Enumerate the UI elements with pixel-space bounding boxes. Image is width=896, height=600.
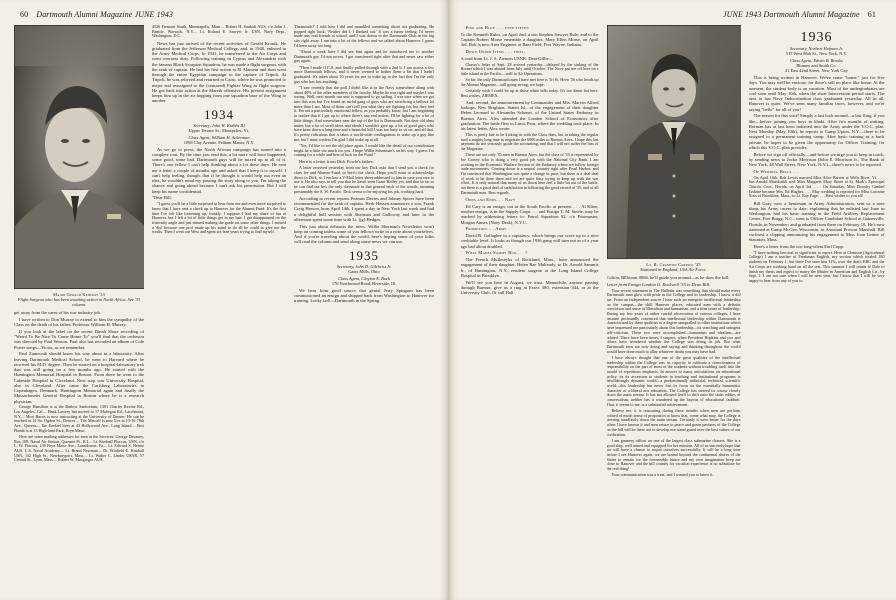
class-year-1935: 1935 [349, 247, 379, 263]
section-heading: Down Under Items . . . first, [465, 49, 526, 54]
paragraph-small: "About a week later I did see him again and he introduced me to another Dartmouth guy I'd run across. I got transferred right after that and never saw either guy again. [294, 49, 434, 64]
paragraph-small: Here are some mailing addresses for men in the Services: George Devaney, Box 108, Naval Air Station, Quonset Pt., R.I.... Lt. Kimball Flaccus, USN, c/o L. W. Flaccus, 139 Bryn Mawr Ave., Lansdowne, Pa.... Lt. Edward S. Heintz AUS, U.S. Naval Academy.... Lt. Brand Newman.... Dr. Winfield E. Kimball USN, 132 High St., Newburyport, Mass.... Lt. Walter C. Linder USNR, 57 Central St., Lynn, Mass.... Robert W. Macgregor AUS, [14, 433, 144, 463]
caption-name: Lt. R. Cramton Carrick '35 [646, 262, 701, 267]
paragraph-small: On April 16th, Bob Lewis married Miss Alice Barrett at Wells River, Vt. . . . Jim Arnold Muedoaldi wed Miss Margaret Mary Stone at St. Mark's Episcopal Church, Coos, Florida, on April 3rd. . . . On Saturday, Miss Dorothy Gimbel Erskine became Mrs. Ed Hughes. . . . May wedding is reported for Miss Lorraine Noss of Brookline, Mass., to Lt. Ray Page. . . . Best wishes to you all! [748, 174, 885, 199]
caption-text: Flight Surgeon who has been awaiting action in North Africa. See '33 column. [17, 297, 141, 307]
paragraph-small: Believe me, it is reassuring during these months when men are perform colited of much sense of proportion to know that, come what may, the College is steering steadfastly down the main stream. Certainly it were better for the days when I have known it and men return to peace and green pastures of the College on the hill will be there not to develop nor stand guard over the best values of our civilization. [606, 408, 741, 437]
paragraph-small: Chassy's letter of Sept. 28 arrived yesterday—delayed by the sinking of the Hornet which I was aboard from July until October. The Navy put me off here on a little island in the Pacific—well in Air Operations. [460, 61, 599, 76]
paragraph: As we go to press, the North African campaign has turned into a complete rout. By the time you read this, a lot more will have happened, some good, some bad. Dartmouth guys will be mixed up in all of it. There's one fellow I can't help thinking about a lot these days. He sent me a letter a couple of months ago and asked that I keep it to myself. I can't help feeling, though, that if he thought it would help out even an idea, he wouldn't mind my passing the story along to you. I'm taking the chance and going ahead because I can't ask his permission. But I will keep his name confidential. [152, 146, 286, 194]
paragraph: Paul Zamecnik should know his way about in a laboratory. After leaving Dartmouth Medical School, he went to Harvard where he received his M.D. degree. Then he started on a hospital-laboratory trek that was still going on a few months ago. He started with the Huntington Memorial Hospital in Boston. From there he went to the Lakeside Hospital in Cleveland. Next stop was University Hospital, also in Cleveland. After came the Carlsberg Laboratories in Copenhagen, Denmark, Huntington Memorial again and finally the Massachusetts General Hospital in Boston where he is a research physician. [14, 351, 144, 404]
paragraph-small: Your recent statement in The Bulletin was something that should make every Dartmouth man glow with pride in the College and its leadership. I know it did me. From an independent source I hear such an energetic intellectual leadership on the campus—the skill Hanover places, educated men with a definite conviction and sense of liberalism and humanism, and a firm sense of leadership. During my few years of rather careful observation of various colleges, I have become profoundly convinced that intellectual leadership within Dartmouth is characterized by these qualities to a degree unequalled in other institutions which have impressed me particularly about this leadership—its searching and stringent self-criticism. These two were accomplished—humanism and idealism—are related. There have been times, I suspect, when President Hopkins and you and others have wondered whether the College was doing its job. But what Dartmouth men are now doing and saying and thinking throughout the world would have done much to allay whatever doubt you may have had. [606, 287, 741, 354]
paragraph: According to recent reports Peanuts Davies and Johnny Spicer have been recommended for the rank of captain. Herb Hessen announces a son, Frank Craig Hesson, born April 14th. I spent a day in New York last week and had a delightful bull session with Sherman and Galloway and later in the afternoon spent some time with Lt. (jg) Hedges. [294, 195, 434, 222]
class-secretary-address: Upper Terrace St., Montpelier, Vt. [188, 127, 250, 133]
paragraph: We hear from good source that genial Jerry Spingarn has been commissioned an ensign and shipped back from Washington to Hanover for training. Lucky lad!—Dartmouth in the Spring. [294, 287, 434, 304]
portrait-image [608, 26, 741, 258]
paragraph: David R. Gallagher to a captaincy, which brings our score up to a nice creditable level. It looks as though our 1936 gang will turn out as of a year ago had about doubled. [460, 233, 599, 249]
class-agent-address: 41 East 42nd Street, New York City [785, 68, 848, 73]
paragraph-small: George Hamilton is at the Barlow Sanitorium, 1301 Charles Ravine Rd., Los Angeles, Cal.... Hank Lawrey has moved to 17 Mohegan Rd., Larchmont, N.Y.... Mort Harris is now instructing at the University of Denver. He can be reached at 14 So. Ogden St., Denver.... Tris Metcalf is now live at 13-16 78th Ave., Queens.... Ike Ezekiel lives at 43 Hollywood Ave., Long Island.... Bert Plumb is at 13 High-land Park, Bryn Mawr. [14, 404, 144, 433]
paragraph-small: This is pretty late to be kicking in with the Class dues, but in taking the regular mail a mighty long time to negotiate the 6000 miles to Buenos Aires. I hope this last payment do not seriously guide the accounting, and that I will not suffer the loss of the Magazine. [460, 131, 599, 152]
paragraph-small: So far, the only Dartmouth men I have met here is Tri St. Heen '36 who heads up the Alumni Magazine—still going strong, we hope. [460, 77, 599, 87]
class-secretary: Secretary, John W. Knibbs III [193, 122, 245, 128]
right-running-head [723, 10, 882, 19]
class-year-1934: 1934 [204, 106, 234, 122]
left-column-2 [152, 25, 286, 592]
paragraph: get away from the cares of his war industry job. [14, 310, 101, 315]
paragraph-small: 'Dartmouth?' I told him I did and mumbled something about not graduating. He popped right back, 'Neither did I. I flunked out.' It was a funny feeling. I'd never made any real friends at school, and I was drawn to the Dartmouth Club in the big city right away. I ran into a lot of the fellows and we talked about Hanover. I guess I'd been away too long. [294, 25, 434, 48]
left-running-title: Dartmouth Alumni Magazine [36, 10, 133, 19]
paragraph: Bill Gray, now a lieutenant in Army Administration, sent us a note about his Army career to date, explaining that he enlisted last June in Washington, had his basic training in the Field Artillery Replacement Center, Fort Bragg, N.C., went to Officer Candidate School at Gainesville, Florida, in November; and graduated from there on February 10. He's now stationed at Camp McGee, Wisconsin, as Assistant Provost Marshall. Bill enclosed a clipping announcing his engagement to Miss Joan Lerner of Staunton, Mass. [748, 200, 885, 243]
section-heading: Of Wedding Bells. . . [753, 168, 799, 174]
photo-caption-kenison [14, 292, 144, 307]
paragraph: "Dear Bill, [152, 195, 172, 201]
paragraph-small: "I have nothing heroical or significant to report. Here at Clemson (Agricultural College) I am a teacher of Freshman English, my section which totaled 180 students on February 1, but there I've seen hiss 11%, over the draft, ERC and the Air Corps are working hand on all the rest. This summer I will return to Dale to finish my thesis and expect to marry the Master in American and English Lit., by Sept. 1. I am not sure when I will be next year, but I know that I will be very happy to hear from any of you to [748, 249, 885, 283]
paragraph-small: I have always thought that one of the great qualities of the intellectual leadership within the College was its capacity to cultivate a consciousness of responsibility on the part of most of the students without troubling itself into the mould of repetitious emphasis. In answer to many articulations on educational policy, its its accession to students in teaching and institutional programs is bewilderingly dynamic world—a predominantly industrial, technical, scientific world—this leadership has never lost its focus on the essentially humanistic character of a liberal arts education. The College has steered its course closely down the main stream. It has not allowed itself to drift onto the static eddies of conservatism, neither has it wandered up the bayous of educational faddism. That, it seems to me, is a substantial achievement. [606, 354, 741, 407]
class-agent: Class Agent, Clayton E. Buck [338, 275, 390, 281]
paragraph: If you look at the label on the recent Dinah Shore recording of "Weird To Be Nice To Come Home To" you'll find that the orchestra was directed by Paul Weston. Paul also has recorded an album of Cole Porter songs—Victor, as we remember. [14, 328, 144, 350]
right-page [449, 0, 896, 600]
class-secretary-address: 515 West 86th St., New York, N.Y. [785, 51, 848, 56]
left-issue: JUNE 1943 [134, 10, 174, 19]
caption-name: Major Gerald Kenison '33 [52, 292, 106, 297]
paragraph: Colton, BElmont 0066, he'll guide you around—as he does the Iull. [606, 275, 730, 280]
paragraph: The reason for this visit? Simply a last look-around—a last fling, if you like—before joining you boys in khaki. After two months of waiting, Hofman has at last been inducted into the Army under the V.O.C. plan. Next Monday (May 10th), he reports to Camp Upton, N.Y.—there to be assigned to a permanent training camp. After basic training as a buck private, he hopes to be given the opportunity for Officer Training, for which this V.O.C. plan provides. [748, 113, 885, 150]
paragraph: A card from Lt. J. S. Ziemen USNR: Dear Gillie— [460, 55, 554, 61]
left-column-1 [14, 25, 144, 592]
right-page-number: 61 [867, 10, 876, 19]
paragraph: This is being written in Hanover. We've come "home," just for five days. You may well be envious: for there's still no place like home. At the moment, the student body is on vacation. Most of the undergraduates are cool-soon until May 10th, when the short Intercession period starts. The next to last Navy Indoctrination class graduated yesterday. All in all, Hanover is quiet. We've seen many familiar faces, however, and we're saying "hello" for all of you! [748, 75, 885, 112]
paragraph-small: "Yes, I'd like to see the old place again. I would like the detail of our contribution might be a little too much for you. I hope Willie Schenman's on his way. I guess I'm coming for a while and best of luck on the Fund." [294, 142, 434, 158]
paragraph-small: I am gunnery officer on one of the largest class submarine chasers. She is a good ship, well armed and equipped for her mission. All of us sincerely hope that we will have a chance to acquit ourselves successfully. It will be a long time before I see Hanover again; we are bound beyond the continental shores of the States to remain for the foreseeable future and my own imagination keep me close to Hanover and the hill country for vacation experience is no substitute for the real thing! [606, 437, 741, 472]
left-column-3 [294, 25, 434, 592]
paragraph: Here is a letter from Dick Fowle's father: [299, 159, 374, 165]
paragraph: Before we sign off officially—and before we urge you to keep in touch, by sending news to Jocko Morrison (John E. Morrison Jr., The Bank of New York, 48 Wall Street, New York, N.Y.)—there's news to be reported. [748, 151, 885, 167]
right-column-1 [461, 25, 599, 592]
right-column-2 [607, 25, 741, 592]
paragraph: This just about exhausts the news. Willie Sherman's Newsletter won't keep on coming unless some of you fellows write in a note about yourselves. And if you're traveling about the world, here's hoping some of your folks will read the column and send along some news we can use. [294, 223, 434, 245]
paragraph: The French Mulleseyks of Rockland, Mass., have announced the engagement of their daughter, Helen Rae Mulready, to Dr. Arnold Sammis Jr., of Huntington, N.Y., resident surgeon at the Long Island College Hospital in Brooklyn. [460, 257, 599, 278]
class-agent: Class Agent, William H. Ackerman [188, 134, 250, 140]
portrait-image [15, 26, 144, 288]
section-heading: Odds and Ends. . . Navy [465, 197, 516, 203]
paragraph-small: "I saw recently that the poll I didn't like is in the Navy somewhere along with about 40% of the other members of the faculty. Maybe he was right and maybe I was wrong. Well, next month our unit is supposed to go sailing. I was sure when we got into this war, but I've found an awful gang of guys who are sacrificing a helluva lot more than I am. Most of them can't tell you what they are fighting for, but they feel it. I'm not a particularly emotional fellow, as you probably know, but I am beginning to realize that if I get up to where there's any real action, I'll be fighting for a lot of little things. And somewhere near the top of the list is Dartmouth. Not dear old alma mater, but a lot of swell ideas and ideals I wouldn't give up, a lot of good guys who have been down a long time and a beautiful hill I was too busy to sit on, and all that. It's pretty ridiculous that it takes a world-wide conflagration to wake up a guy like me, but I must confess I'm glad I did wake up at all. [294, 84, 434, 142]
paragraph: To the Kenneth Rules, on April 2nd, a son Stephen Sawyer Rule; and to the Captain Robert Morse ensemble a daughter, Mary Ellen Morse, on April 3rd. Bob is now Area Engineer at Baer Field, Fort Wayne, Indiana. [460, 31, 599, 48]
paragraph-small: 4526 Fremont South, Minneapolis, Minn.... Robert H. Soukoli AUS, c/o John J. Beattie, Warwick, N.Y.... Lt. Roland E. Sawyer Jr. USN, Navy Dept., Washington, D.C. [152, 25, 286, 39]
class-secretary: Secretary, John D. Gilchrist Jr. [336, 263, 392, 269]
class-agent-address: 1098 Clay Avenue, Pelham Manor, N.Y. [183, 139, 255, 145]
section-heading: Promotion. . . Army [465, 226, 507, 232]
section-heading: Pink and Blue . . . even steven [465, 25, 529, 30]
paragraph-small: "I guess you'll be a little surprised to hear from me and even more surprised to know that I have sent a check up to Hanover for the Alumni Fund. It's the first time I've felt like loosening up, frankly. I suppose I had my share of fun at Hanover, but I felt a lot of little things get in my hair. I got disappointed on the fraternity angle and just missed making the grade on some other things. I missed a 'dip' because one prof made up his mind to do all he could to give me the works. Then I went out West and spent six lean years trying to find myself. [152, 201, 286, 235]
photo-caption-carrick [607, 262, 741, 272]
class-secretary-address: Gates Mills, Ohio [348, 268, 380, 274]
letter-heading: Letter from Ensign London G. Rockwell '35 to Dean Bill: [606, 281, 711, 287]
portrait-photo-kenison [14, 25, 144, 289]
class-agent: Class Agent, Edwin B. Brooks [790, 58, 843, 63]
caption-text: Stationed in England, USA Air Force. [640, 267, 707, 272]
class-agent-address: 176 Northwood Road, Riverside, Ill. [331, 280, 397, 286]
right-issue: JUNE 1943 [722, 10, 762, 19]
portrait-photo-carrick [607, 25, 741, 259]
left-page-number: 60 [20, 10, 29, 19]
left-running-head [14, 10, 173, 19]
class-secretary: Secretary, Norbert Hofman Jr. [789, 46, 844, 51]
right-column-3 [749, 25, 885, 592]
paragraph: And, second, the announcement by Commander and Mrs. Marvin Alfred Jurkops, New Brighton, Staten Isl., of the engagement of their daughter Helen Leonard to Alexander Schenet, of the United States Embassy in Buenos Aires. Alex attended the London School of Economics after graduation. The bride flew to Lima, Peru, where the wedding took place. In his latest letter, Alex wrote: [460, 99, 599, 132]
paragraph-small: There are not only '35 men in Buenos Aires, but the class of '33 is represented by Joe Garvey who is doing a very good job with the National City Bank. I am working in the Economic Warfare Section of the Embassy where we follow foreign trade movements. Coming down is a neutral country right after Pearl Harbor, and I'm convinced that Washington was quite a change in pace, but there is a deal deal of work to be done there and we are quite busy trying to keep up with the war effort. It is only natural that many of us down here feel a little bit out of the battle, but there is a good deal of satisfaction in following the good record of '35, and of all Dartmouth men. Best regards. [460, 152, 599, 195]
paragraph: I have written to Don Murray to extend to him the sympathy of the Class on the death of his father, Professor William H. Murray. [14, 316, 144, 327]
paragraph: Ed Cary is an ensign, out in the South Pacific at present. . . . Al Kline, another ensign, is in the Supply Corps . . . and Ensign T. M. Steele, may be reached by addressing letters to: Patrol Squadron 82, c/o Postmaster, Morgan Annex (Navy Desk), N.Y.C. [460, 203, 599, 225]
section-heading: What Makes Sammy Run. . . ? [465, 250, 528, 256]
paragraph: We'll see you here in August, we trust. Meanwhile, anyone passing through Barmor, give us a ring at Essex 380, extension 344, or at the University Club. Or call Hall [460, 279, 599, 296]
right-running-title: Dartmouth Alumni Magazine [763, 10, 860, 19]
class-agent-company: Blumey and Smith Co. [796, 63, 837, 68]
paragraph-small: A letter received yesterday from our boy Dick asks that I send you a check for class fee and Alumni Fund, so here's the check. Hope you'll want to acknowledge direct to Dick, so I enclose a V-Mail letter sheet addressed to him in case you care to use it. He also says to tell you that he hasn't seen Grant Heiley yet, and that so far as he can find out he's the only classmate in that general neck of the woods, meaning presumably the S. W. Pacific. Dick seems to be enjoying his job, working hard. [294, 165, 434, 194]
class-year-1936: 1936 [800, 30, 833, 45]
paragraph-small: Your communication was a treat, and I wanted you to know it. [611, 472, 714, 478]
paragraph: Here's a letter from the too-long-silent Earl Copp: [753, 244, 845, 250]
paragraph-small: "Then I made O.C.S. and finally pulled through with a 2nd lt. I ran across a few more Dartmouth fellows, and it never seemed to bother them a bit that I hadn't graduated. It's taken about 10 years for me to wake up to the fact that I'm the only guy who has lost anything. [294, 64, 434, 84]
paragraph-small: Certainly wish I could be up at those white hills today. It's too damn hot here. Best wishes, ZIEMEN. [460, 88, 599, 98]
paragraph: News has just arrived of the recent activities of Gerald Kronik. He graduated from the Jefferson Medical College, and, in 1940, enlisted in the Army Medical Corps. In 1941, he transferred to the Air Corps and went overseas duty. Following training in Cyprus and Alexandria with the famous Black Scorpion Squadron, he was made a flight surgeon, with the rank of captain. He had his first action at El Alamein and then went through the entire Egyptian campaign to the capture of Tripoli. At Tripoli, he was relieved and returned to Cairo, where he was promoted to major and reassigned to the (censored) Fighter Wing as flight surgeon. He got back into action at the Mareth offensive. His present assignment keeps him up in the air hopping from one squadron base of the Wing to another. [152, 40, 286, 104]
